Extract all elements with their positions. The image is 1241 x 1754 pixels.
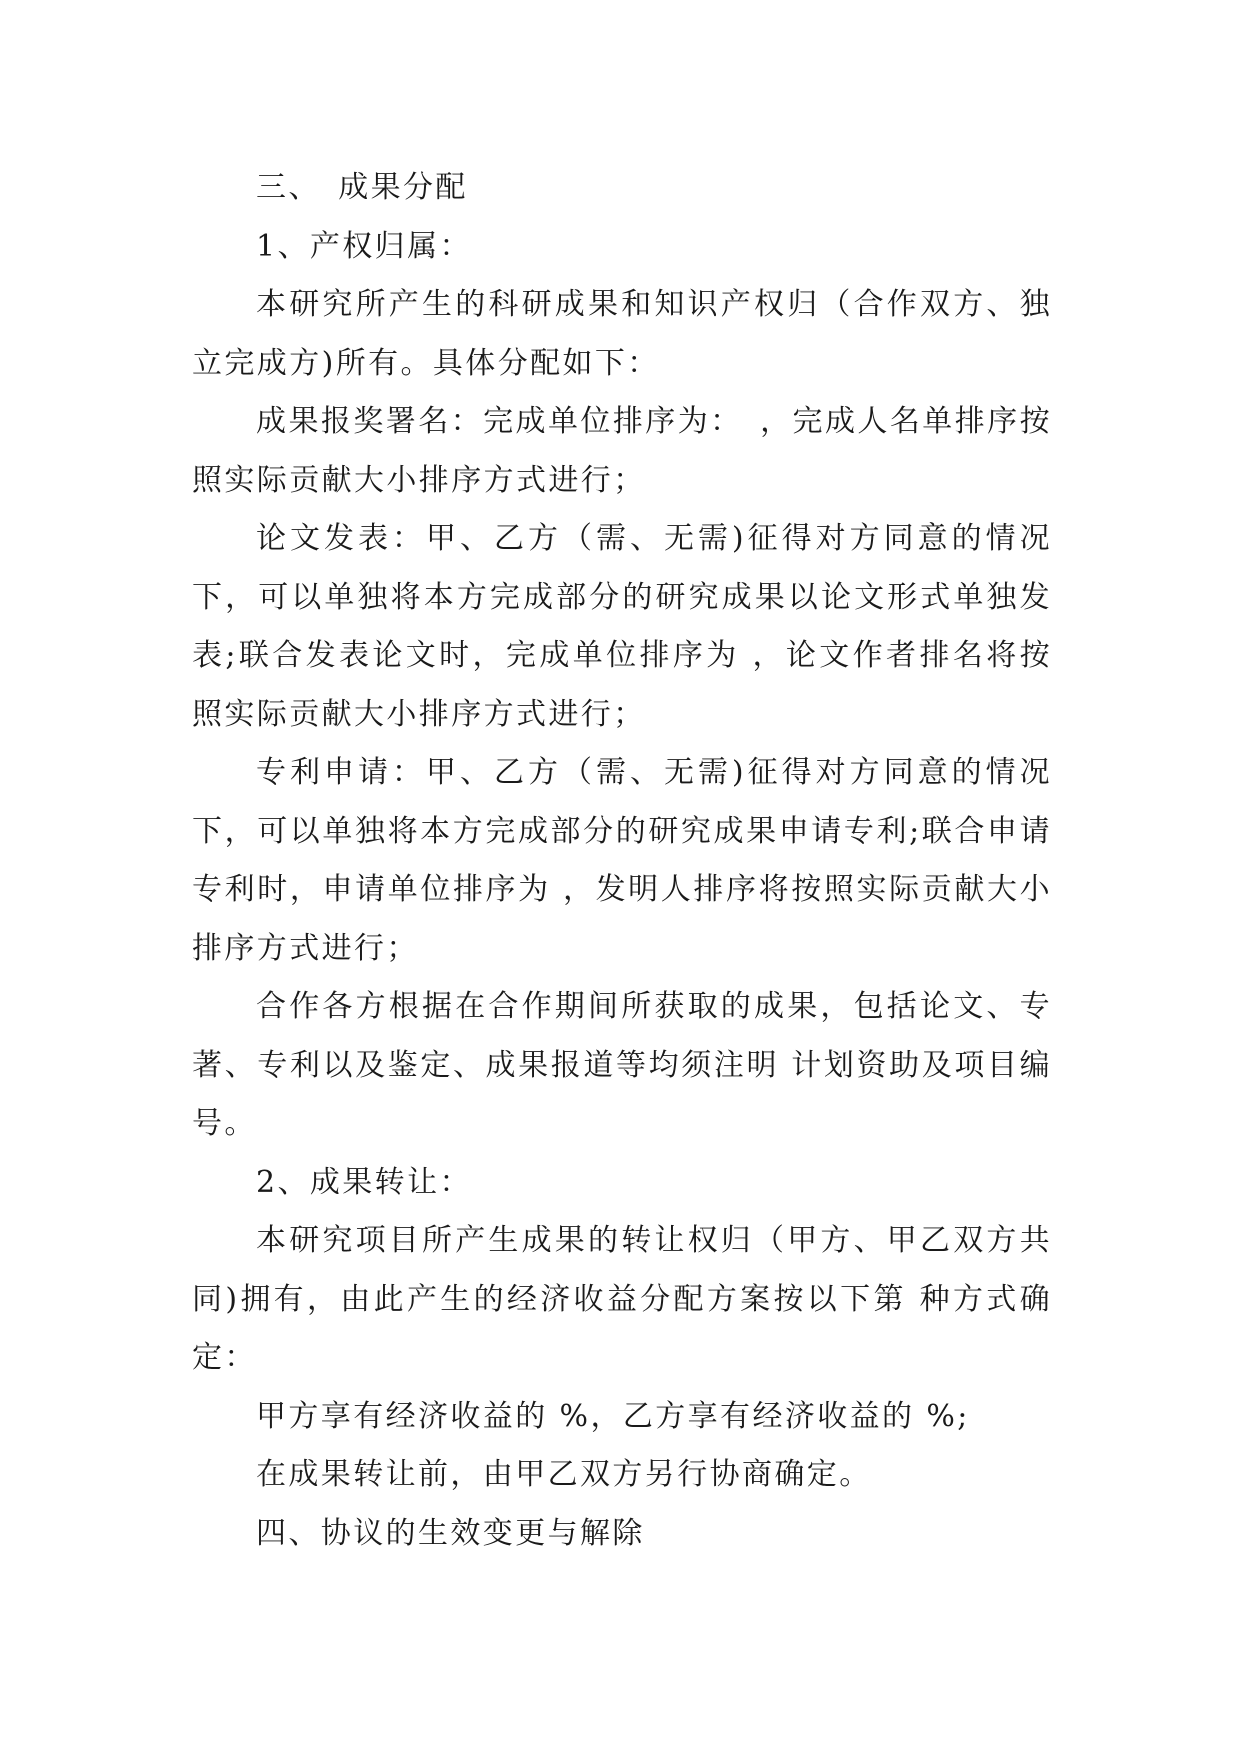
paragraph-revenue-split: 甲方享有经济收益的 %，乙方享有经济收益的 %; (256, 1398, 970, 1434)
document-body (192, 159, 1052, 1563)
section-heading-3: 三、 成果分配 (256, 170, 468, 205)
paragraph-negotiation: 在成果转让前，由甲乙双方另行协商确定。 (256, 1457, 872, 1492)
subsection-heading-transfer: 2、成果转让： (256, 1164, 472, 1200)
paragraph-patent-application: 专利申请：甲、乙方（需、无需)征得对方同意的情况下，可以单独将本方完成部分的研究成果申请专利;联合申请专利时，申请单位排序为 ，发明人排序将按照实际贡献大小排序方式进行； (192, 755, 1052, 966)
subsection-heading-ip-ownership: 1、产权归属： (256, 228, 472, 264)
paragraph-funding-acknowledgement: 合作各方根据在合作期间所获取的成果，包括论文、专著、专利以及鉴定、成果报道等均须注明 计划资助及项目编号。 (192, 989, 1052, 1141)
paragraph-ip-ownership: 本研究所产生的科研成果和知识产权归（合作双方、独立完成方)所有。具体分配如下： (192, 287, 1052, 381)
paragraph-award-credits: 成果报奖署名：完成单位排序为： ，完成人名单排序按照实际贡献大小排序方式进行； (192, 404, 1052, 498)
section-heading-4: 四、协议的生效变更与解除 (256, 1515, 645, 1551)
paragraph-paper-publication: 论文发表：甲、乙方（需、无需)征得对方同意的情况下，可以单独将本方完成部分的研究成果以论文形式单独发表;联合发表论文时，完成单位排序为 ，论文作者排名将按照实际贡献大小排序方式进行； (192, 521, 1052, 732)
paragraph-transfer-rights: 本研究项目所产生成果的转让权归（甲方、甲乙双方共同)拥有，由此产生的经济收益分配方案按以下第 种方式确定： (192, 1223, 1052, 1375)
